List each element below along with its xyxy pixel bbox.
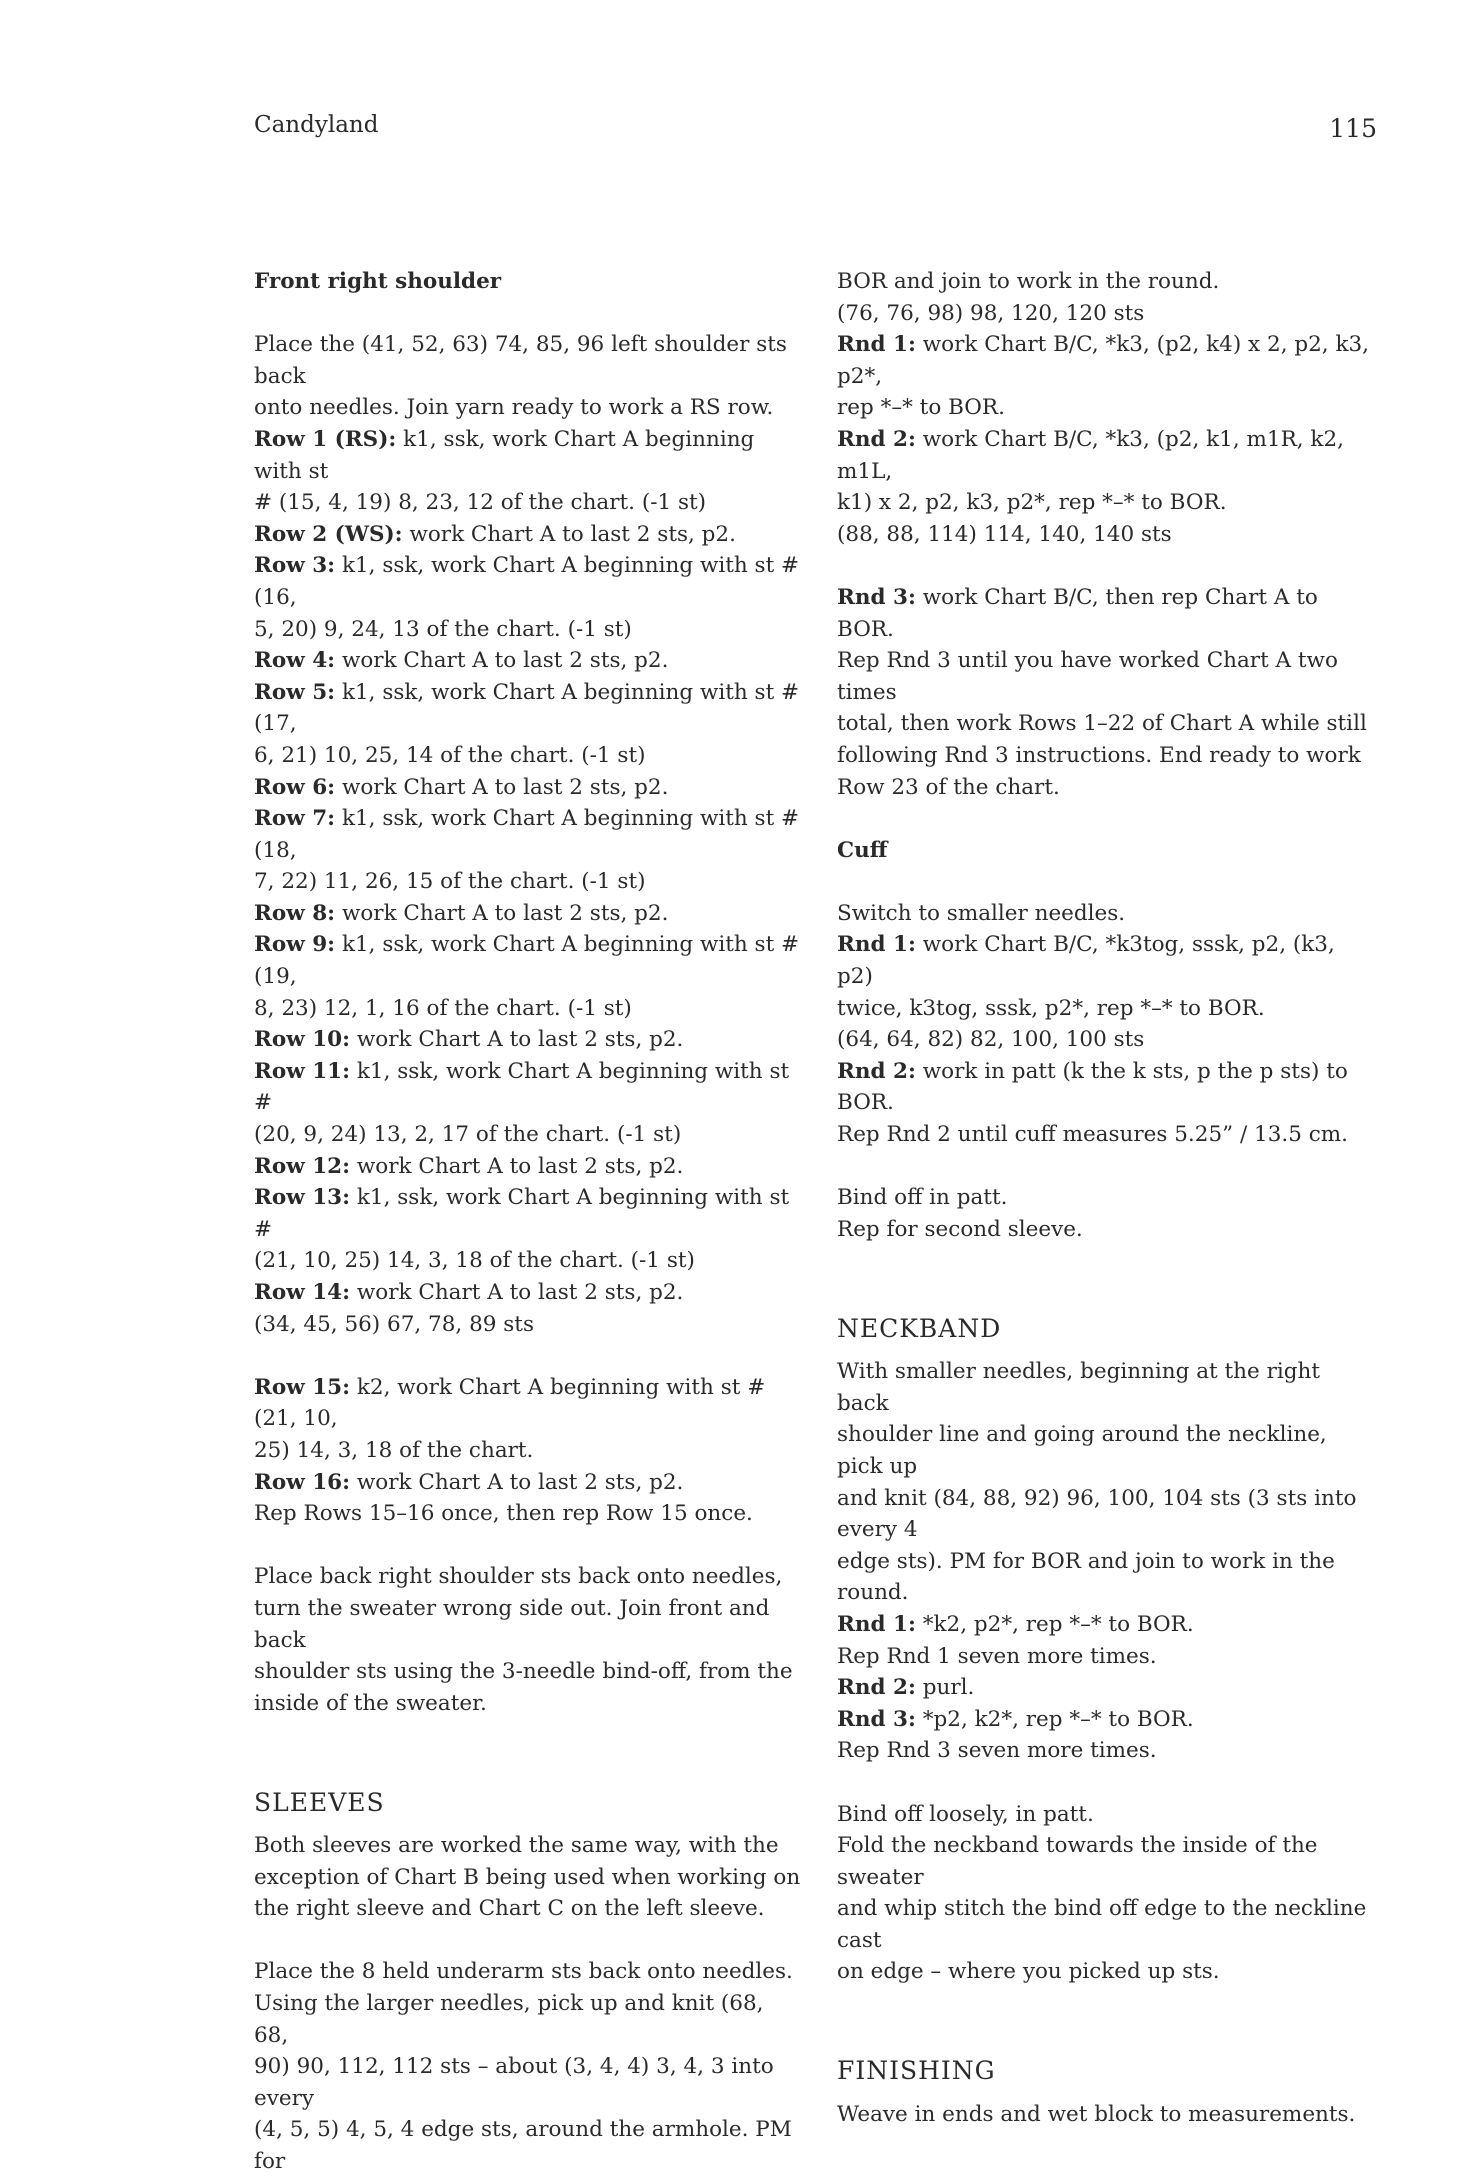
- instruction-text: BOR and join to work in the round.: [837, 269, 1220, 294]
- instruction-text: With smaller needles, beginning at the right back: [837, 1359, 1320, 1416]
- instruction-label: Rnd 2:: [837, 426, 916, 452]
- left-column: [254, 266, 802, 2178]
- instruction-text: 25) 14, 3, 18 of the chart.: [254, 1437, 534, 1463]
- instruction-line: [837, 1056, 1377, 1119]
- instruction-text: k1) x 2, p2, k3, p2*, rep *–* to BOR.: [837, 490, 1227, 516]
- text-line: (4, 5, 5) 4, 5, 4 edge sts, around the armhole. PM for: [254, 2117, 792, 2175]
- instruction-text: k1, ssk, work Chart A beginning with st # (16,: [254, 553, 800, 610]
- instruction-text: work Chart B/C, then rep Chart A to BOR.: [837, 584, 1318, 642]
- instruction-label: Row 11:: [254, 1058, 351, 1084]
- instruction-text: k1, ssk, work Chart A beginning with st #: [254, 1058, 790, 1116]
- front-right-shoulder-intro: [254, 329, 802, 424]
- instruction-line: [254, 1435, 802, 1467]
- instruction-label: Row 2 (WS):: [254, 521, 403, 547]
- instruction-text: work Chart A to last 2 sts, p2.: [350, 1153, 684, 1179]
- text-line: Place the 8 held underarm sts back onto needles.: [254, 1959, 793, 1985]
- instruction-label: Rnd 1:: [837, 1611, 916, 1637]
- instruction-line: [254, 1309, 802, 1341]
- instruction-line: [254, 1277, 802, 1309]
- instruction-line: [837, 1641, 1377, 1673]
- instruction-line: [254, 772, 802, 804]
- instruction-line: [837, 1735, 1377, 1767]
- instruction-text: work Chart B/C, *k3tog, sssk, p2, (k3, p2): [837, 932, 1335, 990]
- instruction-label: Rnd 3:: [837, 584, 916, 610]
- instruction-line: [254, 993, 802, 1025]
- instruction-line: [254, 929, 802, 992]
- instruction-line: [837, 487, 1377, 519]
- text-line: Place the (41, 52, 63) 74, 85, 96 left shoulder sts back: [254, 332, 787, 389]
- text-line: Bind off in patt.: [837, 1185, 1008, 1211]
- sleeves-paragraph-1: [254, 1830, 802, 1925]
- instruction-text: 5, 20) 9, 24, 13 of the chart. (-1 st): [254, 616, 632, 642]
- instruction-text: *p2, k2*, rep *–* to BOR.: [915, 1706, 1194, 1732]
- text-line: shoulder sts using the 3-needle bind-off, from the: [254, 1659, 793, 1685]
- text-line: Bind off loosely, in patt.: [837, 1801, 1094, 1827]
- front-right-shoulder-rows-2: [254, 1372, 802, 1530]
- instruction-text: (34, 45, 56) 67, 78, 89 sts: [254, 1311, 534, 1337]
- instruction-label: Row 1 (RS):: [254, 426, 397, 452]
- instruction-line: [837, 898, 1377, 930]
- instruction-label: Row 5:: [254, 679, 336, 705]
- instruction-label: Rnd 1:: [837, 932, 916, 958]
- instruction-text: Rep Rnd 1 seven more times.: [837, 1643, 1157, 1669]
- instruction-line: [254, 866, 802, 898]
- instruction-text: purl.: [915, 1675, 975, 1701]
- instruction-text: Rep Rnd 3 seven more times.: [837, 1738, 1157, 1764]
- cuff-closing: [837, 1182, 1377, 1245]
- instruction-line: [837, 424, 1377, 487]
- subheading-front-right-shoulder: Front right shoulder: [254, 269, 502, 294]
- instruction-line: [254, 803, 802, 866]
- instruction-label: Row 10:: [254, 1027, 351, 1053]
- instruction-text: Rep Rows 15–16 once, then rep Row 15 once.: [254, 1501, 753, 1527]
- instruction-label: Row 8:: [254, 900, 336, 926]
- instruction-line: [837, 1119, 1377, 1151]
- instruction-line: [254, 1372, 802, 1435]
- instruction-text: rep *–* to BOR.: [837, 395, 1005, 421]
- instruction-line: [837, 993, 1377, 1025]
- text-line: on edge – where you picked up sts.: [837, 1959, 1220, 1985]
- cuff-instructions: [837, 898, 1377, 1151]
- instruction-line: [837, 1609, 1377, 1641]
- instruction-text: # (15, 4, 19) 8, 23, 12 of the chart. (-1 st): [254, 490, 707, 516]
- instruction-label: Rnd 2:: [837, 1058, 916, 1084]
- front-right-shoulder-closing: [254, 1561, 802, 1719]
- instruction-line: [254, 1182, 802, 1245]
- instruction-text: k2, work Chart A beginning with st # (21, 10,: [254, 1374, 766, 1432]
- instruction-line: [837, 708, 1377, 740]
- right-column: [837, 266, 1377, 2130]
- instruction-line: [837, 1546, 1377, 1609]
- instruction-text: *k2, p2*, rep *–* to BOR.: [915, 1611, 1194, 1637]
- text-line: Both sleeves are worked the same way, with the: [254, 1833, 779, 1859]
- instruction-line: [837, 772, 1377, 804]
- instruction-line: [254, 677, 802, 740]
- instruction-line: [254, 614, 802, 646]
- instruction-text: k1, ssk, work Chart A beginning with st: [254, 426, 755, 484]
- text-line: Place back right shoulder sts back onto needles,: [254, 1564, 783, 1590]
- text-line: the right sleeve and Chart C on the left sleeve.: [254, 1896, 765, 1922]
- instruction-text: work Chart A to last 2 sts, p2.: [350, 1027, 684, 1053]
- subheading-cuff: Cuff: [837, 837, 888, 863]
- text-line: exception of Chart B being used when working on: [254, 1864, 801, 1890]
- instruction-line: [837, 266, 1377, 298]
- instruction-text: k1, ssk, work Chart A beginning with st # (19,: [254, 932, 800, 990]
- instruction-text: k1, ssk, work Chart A beginning with st #: [254, 1185, 790, 1242]
- instruction-label: Row 14:: [254, 1280, 351, 1305]
- instruction-line: [254, 1467, 802, 1499]
- instruction-line: [837, 1672, 1377, 1704]
- instruction-text: work Chart A to last 2 sts, p2.: [335, 774, 669, 800]
- instruction-line: [837, 1483, 1377, 1546]
- instruction-line: [254, 1498, 802, 1530]
- instruction-line: [837, 929, 1377, 992]
- instruction-text: total, then work Rows 1–22 of Chart A while still: [837, 711, 1367, 737]
- instruction-line: [254, 424, 802, 487]
- instruction-line: [837, 582, 1377, 645]
- instruction-line: [837, 1704, 1377, 1736]
- instruction-line: [254, 487, 802, 519]
- instruction-text: (76, 76, 98) 98, 120, 120 sts: [837, 300, 1145, 326]
- instruction-label: Row 15:: [254, 1374, 351, 1400]
- instruction-text: work Chart A to last 2 sts, p2.: [350, 1469, 684, 1495]
- instruction-text: work Chart A to last 2 sts, p2.: [335, 900, 669, 926]
- finishing-text: Weave in ends and wet block to measurements.: [837, 2101, 1356, 2127]
- text-line: 90) 90, 112, 112 sts – about (3, 4, 4) 3, 4, 3 into every: [254, 2054, 774, 2111]
- instruction-label: Row 6:: [254, 774, 336, 800]
- neckband-closing: [837, 1799, 1377, 1989]
- instruction-text: shoulder line and going around the neckline, pick up: [837, 1422, 1327, 1479]
- instruction-label: Row 12:: [254, 1153, 351, 1179]
- text-line: Using the larger needles, pick up and knit (68, 68,: [254, 1991, 764, 2048]
- instruction-line: [254, 1245, 802, 1277]
- instruction-label: Row 16:: [254, 1469, 351, 1495]
- instruction-text: k1, ssk, work Chart A beginning with st # (18,: [254, 806, 800, 863]
- instruction-line: [837, 1356, 1377, 1419]
- instruction-label: Row 7:: [254, 806, 336, 832]
- instruction-line: [837, 298, 1377, 330]
- instruction-text: work Chart B/C, *k3, (p2, k1, m1R, k2, m1L,: [837, 426, 1344, 484]
- instruction-line: [837, 740, 1377, 772]
- instruction-text: 8, 23) 12, 1, 16 of the chart. (-1 st): [254, 995, 632, 1021]
- text-line: and whip stitch the bind off edge to the neckline cast: [837, 1896, 1367, 1953]
- instruction-line: [837, 1024, 1377, 1056]
- instruction-line: [254, 645, 802, 677]
- instruction-line: [837, 645, 1377, 708]
- instruction-line: [254, 519, 802, 551]
- sleeves-paragraph-2: [254, 1956, 802, 2177]
- instruction-text: Row 23 of the chart.: [837, 774, 1060, 800]
- instruction-line: [837, 392, 1377, 424]
- running-title: Candyland: [254, 112, 379, 138]
- instruction-text: work Chart A to last 2 sts, p2.: [335, 648, 669, 674]
- instruction-label: Row 9:: [254, 932, 336, 958]
- instruction-label: Rnd 2:: [837, 1675, 916, 1701]
- instruction-line: [837, 329, 1377, 392]
- instruction-label: Row 13:: [254, 1185, 351, 1211]
- text-line: turn the sweater wrong side out. Join front and back: [254, 1595, 770, 1653]
- instruction-line: [254, 1119, 802, 1151]
- instruction-line: [254, 550, 802, 613]
- instruction-line: [254, 898, 802, 930]
- instruction-text: Switch to smaller needles.: [837, 900, 1126, 926]
- instruction-text: work in patt (k the k sts, p the p sts) to BOR.: [837, 1058, 1348, 1116]
- page-number: 115: [1329, 114, 1377, 143]
- text-line: Rep for second sleeve.: [837, 1216, 1083, 1242]
- instruction-line: [254, 1024, 802, 1056]
- instruction-text: k1, ssk, work Chart A beginning with st # (17,: [254, 679, 800, 737]
- instruction-text: work Chart B/C, *k3, (p2, k4) x 2, p2, k3, p2*,: [837, 332, 1370, 389]
- instruction-text: (21, 10, 25) 14, 3, 18 of the chart. (-1 st): [254, 1248, 695, 1274]
- instruction-line: [837, 519, 1377, 551]
- instruction-text: edge sts). PM for BOR and join to work in the round.: [837, 1548, 1335, 1606]
- instruction-line: [254, 740, 802, 772]
- instruction-label: Rnd 3:: [837, 1706, 916, 1732]
- text-line: onto needles. Join yarn ready to work a RS row.: [254, 395, 774, 421]
- sleeves-continued-2: [837, 582, 1377, 803]
- section-heading-sleeves: SLEEVES: [254, 1787, 385, 1817]
- instruction-text: Rep Rnd 2 until cuff measures 5.25” / 13.5 cm.: [837, 1122, 1348, 1148]
- instruction-label: Row 4:: [254, 648, 336, 674]
- instruction-text: following Rnd 3 instructions. End ready to work: [837, 742, 1361, 768]
- sleeves-continued: [837, 266, 1377, 550]
- section-heading-neckband: NECKBAND: [837, 1313, 1002, 1343]
- neckband-instructions: [837, 1356, 1377, 1767]
- instruction-line: [837, 1419, 1377, 1482]
- instruction-text: work Chart A to last 2 sts, p2.: [402, 521, 736, 547]
- instruction-line: [254, 1151, 802, 1183]
- instruction-text: and knit (84, 88, 92) 96, 100, 104 sts (3 sts into every 4: [837, 1485, 1357, 1543]
- instruction-text: Rep Rnd 3 until you have worked Chart A two times: [837, 648, 1338, 705]
- instruction-text: (64, 64, 82) 82, 100, 100 sts: [837, 1027, 1145, 1053]
- text-line: inside of the sweater.: [254, 1690, 487, 1716]
- section-heading-finishing: FINISHING: [837, 2056, 996, 2086]
- instruction-text: twice, k3tog, sssk, p2*, rep *–* to BOR.: [837, 995, 1265, 1021]
- instruction-text: (20, 9, 24) 13, 2, 17 of the chart. (-1 st): [254, 1122, 682, 1148]
- front-right-shoulder-rows: [254, 424, 802, 1340]
- instruction-text: 7, 22) 11, 26, 15 of the chart. (-1 st): [254, 869, 646, 895]
- instruction-text: 6, 21) 10, 25, 14 of the chart. (-1 st): [254, 742, 646, 768]
- text-line: Fold the neckband towards the inside of the sweater: [837, 1833, 1318, 1890]
- instruction-line: [254, 1056, 802, 1119]
- instruction-text: (88, 88, 114) 114, 140, 140 sts: [837, 521, 1172, 547]
- instruction-label: Row 3:: [254, 553, 336, 579]
- instruction-label: Rnd 1:: [837, 332, 916, 358]
- instruction-text: work Chart A to last 2 sts, p2.: [350, 1280, 684, 1305]
